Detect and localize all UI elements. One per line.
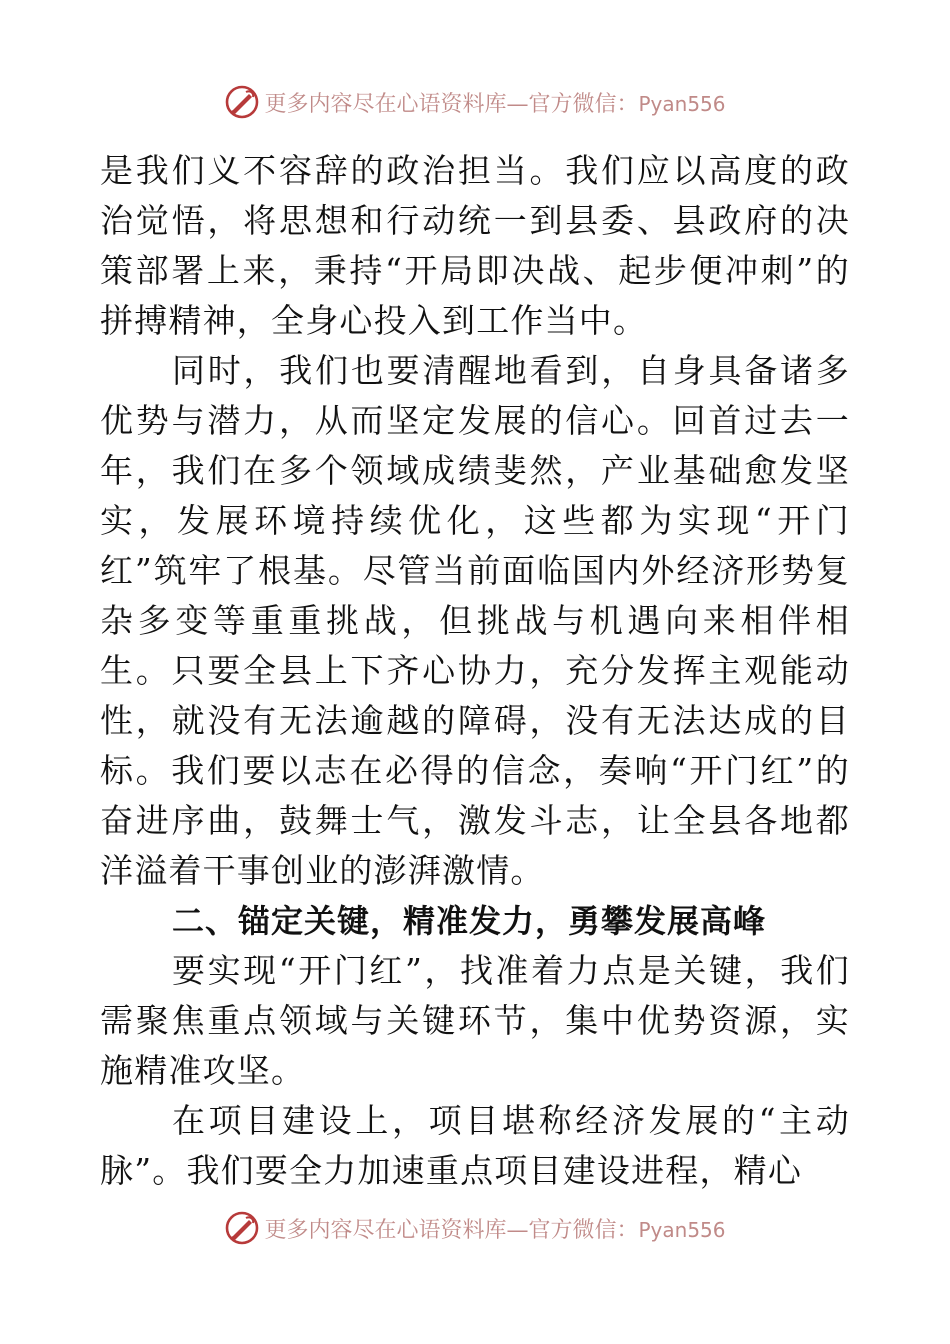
paragraph-2: 同时，我们也要清醒地看到，自身具备诸多优势与潜力，从而坚定发展的信心。回首过去一年，我们在多个领域成绩斐然，产业基础愈发坚实，发展环境持续优化，这些都为实现“开门红”筑牢了根基。尽管当前面临国内外经济形势复杂多变等重重挑战，但挑战与机遇向来相伴相生。只要全县上下齐心协力，充分发挥主观能动性，就没有无法逾越的障碍，没有无法达成的目标。我们要以志在必得的信念，奏响“开门红”的奋进序曲，鼓舞士气，激发斗志，让全县各地都洋溢着干事创业的澎湃激情。 (100, 351, 850, 890)
watermark-wechat-id: Pyan556 (638, 91, 726, 116)
watermark-site-text: 更多内容尽在心语资料库 (264, 1217, 507, 1243)
header-watermark (0, 82, 950, 122)
pen-circle-logo-icon (224, 84, 260, 120)
paragraph-1: 是我们义不容辞的政治担当。我们应以高度的政治觉悟，将思想和行动统一到县委、县政府的决策部署上来，秉持“开局即决战、起步便冲刺”的拼搏精神，全身心投入到工作当中。 (100, 151, 850, 340)
section-heading: 二、锚定关键，精准发力，勇攀发展高峰 (172, 902, 767, 940)
paragraph-4: 在项目建设上，项目堪称经济发展的“主动脉”。我们要全力加速重点项目建设进程，精心 (100, 1101, 850, 1190)
watermark-wechat-label: 官方微信： (528, 91, 639, 117)
pen-circle-logo-icon (224, 1210, 260, 1246)
footer-watermark (0, 1208, 950, 1248)
watermark-wechat-id: Pyan556 (638, 1217, 726, 1242)
document-body (100, 146, 850, 1196)
watermark-dash: — (506, 91, 529, 117)
paragraph-3: 要实现“开门红”，找准着力点是关键，我们需聚焦重点领域与关键环节，集中优势资源，实施精准攻坚。 (100, 951, 850, 1090)
watermark-wechat-label: 官方微信： (528, 1217, 639, 1243)
watermark-dash: — (506, 1217, 529, 1243)
watermark-site-text: 更多内容尽在心语资料库 (264, 91, 507, 117)
